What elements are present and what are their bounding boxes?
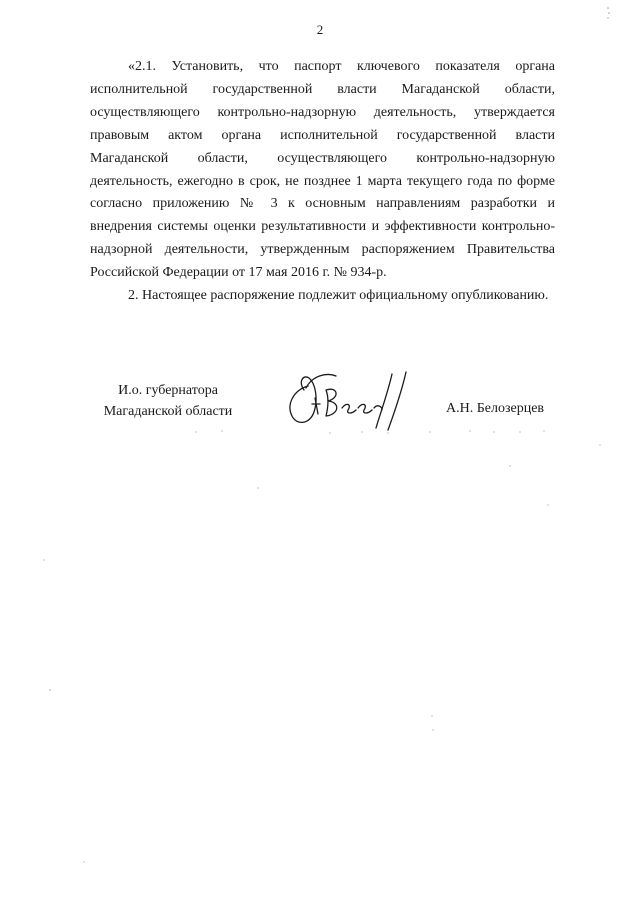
page-number: 2 xyxy=(316,22,324,37)
paragraph-2: 2. Настоящее распоряжение подлежит официальному опубликованию. xyxy=(128,288,549,304)
handwritten-signature xyxy=(282,368,412,432)
paragraph-2-1: «2.1. Установить, что паспорт ключевого показателя органа исполнительной государственной власти Магаданской области, осуществляющего контрольно-надзорную деятельность, утверждается правовым актом органа исполнительной государственной власти Магаданской области, осуществляющего контрольно-надзорную деятельность, ежегодно в срок, не позднее 1 марта текущего года по форме согласно приложению № 3 к основным направлениям разработки и внедрения системы оценки результативности и эффективности контрольно-надзорной деятельности, утвержденным распоряжением Правительства Российской Федерации от 17 мая 2016 г. № 934-р. xyxy=(90,59,555,281)
signatory-position-line-2: Магаданской области xyxy=(103,404,233,419)
document-body xyxy=(90,56,555,308)
signatory-position-line-1: И.о. губернатора xyxy=(118,383,218,398)
signatory-name: А.Н. Белозерцев xyxy=(446,401,545,416)
signatory-position xyxy=(88,380,248,422)
